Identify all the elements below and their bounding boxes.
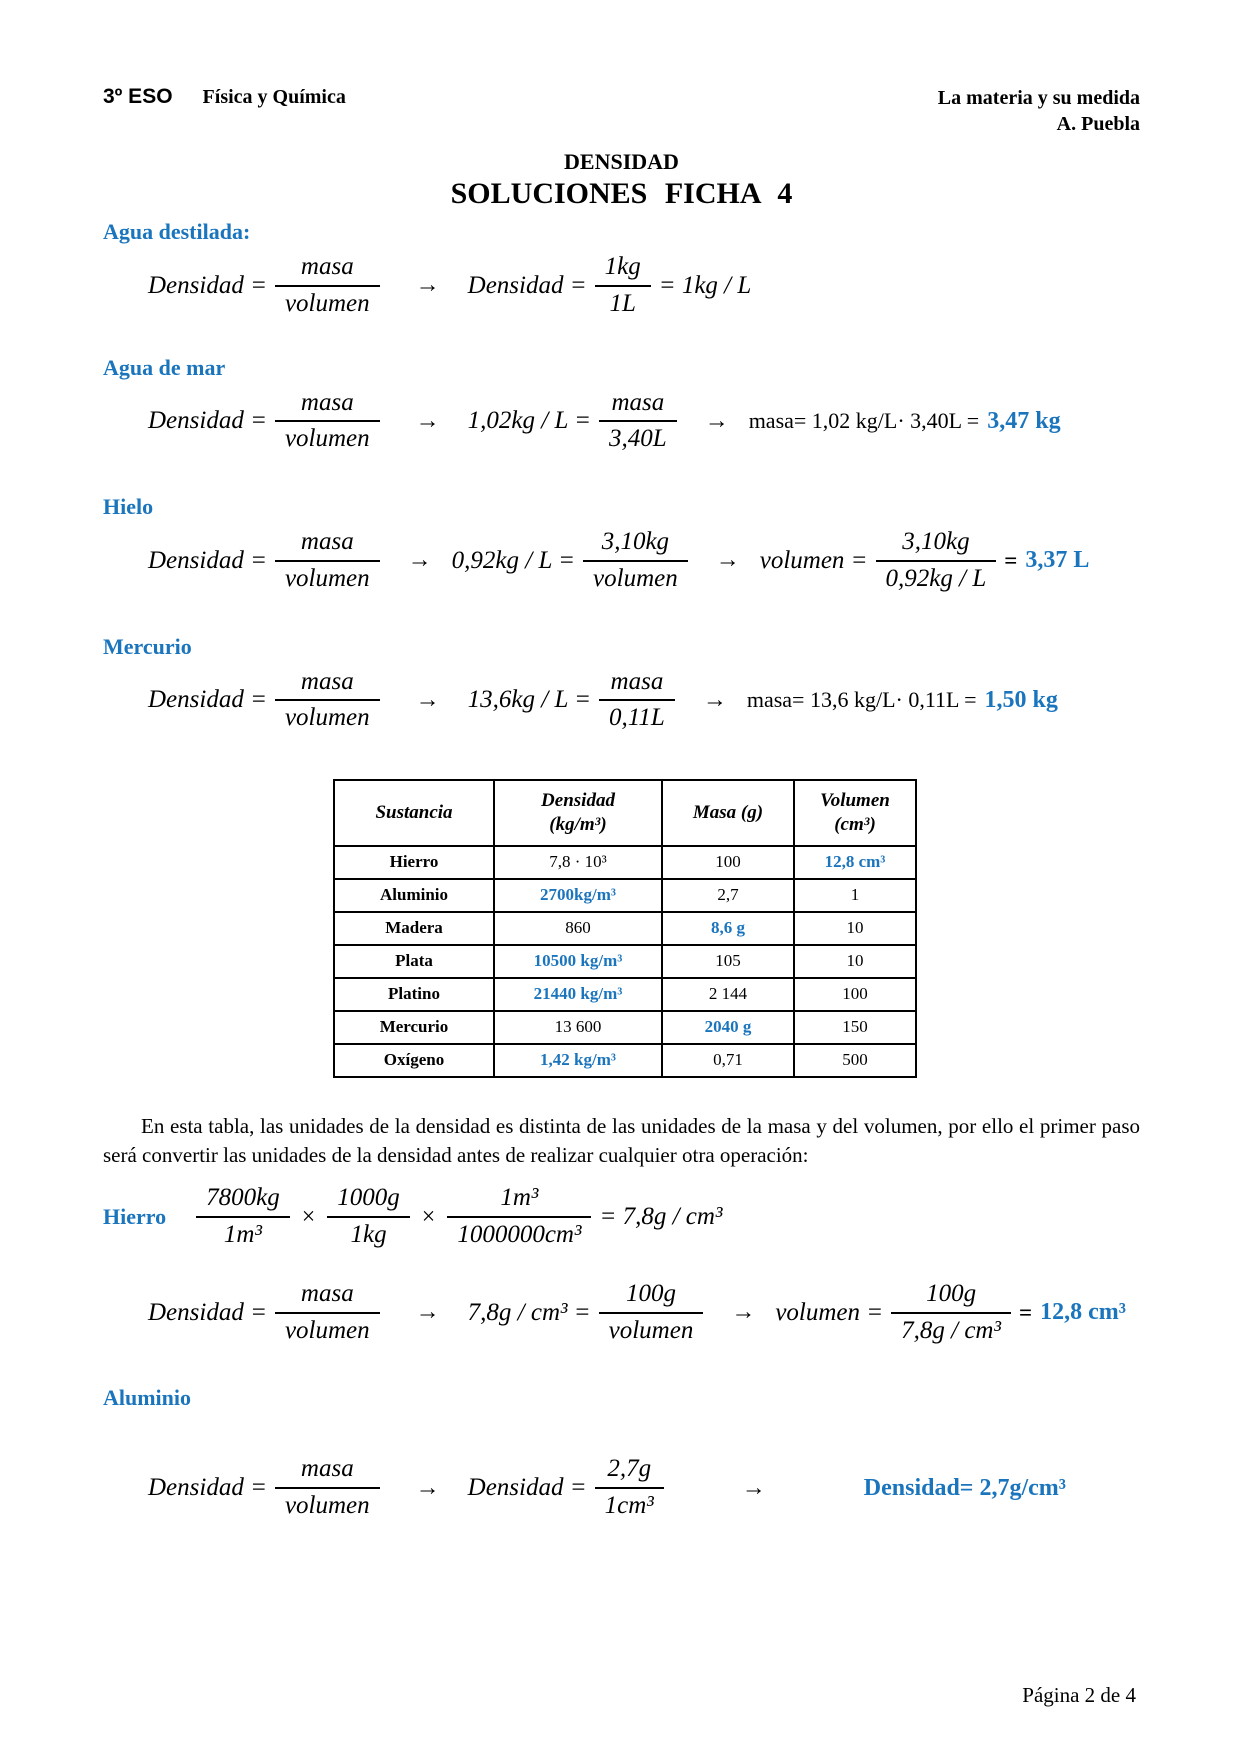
col-header-volumen-label: Volumen: [820, 790, 890, 811]
fraction-denominator: volumen: [275, 420, 380, 454]
result-value: 3,47 kg: [987, 407, 1061, 434]
equation-lhs: Densidad =: [467, 1474, 587, 1502]
fraction-numerator: masa: [300, 667, 354, 695]
fraction-denominator: volumen: [275, 699, 380, 733]
conversion-result: = 7,8g / cm³: [599, 1203, 723, 1231]
cell-volumen: 1: [794, 879, 916, 912]
cell-densidad: 2700kg/m³: [494, 879, 662, 912]
fraction-denominator: volumen: [275, 1487, 380, 1521]
col-header-densidad-label: Densidad: [541, 790, 615, 811]
formula-hielo: [148, 528, 1140, 594]
fraction-numerator: 1kg: [604, 253, 641, 280]
explanation-paragraph: En esta tabla, las unidades de la densidad es distinta de las unidades de la masa y del volumen, por ello el primer paso será convertir las unidades de la densidad antes de realizar cualquier otra operación:: [103, 1113, 1140, 1167]
fraction-denominator: 0,11L: [599, 699, 675, 733]
arrow-icon: →: [741, 1474, 766, 1501]
conversion-fraction-1: [196, 1184, 290, 1250]
density-table: [333, 779, 917, 1078]
hierro-label: Hierro: [103, 1204, 167, 1230]
fraction-denominator: 1kg: [327, 1216, 410, 1250]
section-heading-aluminio: Aluminio: [103, 1385, 192, 1411]
cell-masa: 105: [662, 945, 794, 978]
equation-fraction: [595, 1455, 664, 1521]
density-def-lhs: Densidad =: [148, 1474, 267, 1502]
density-def-fraction: [275, 253, 380, 319]
fraction-numerator: masa: [611, 388, 665, 416]
arrow-icon: →: [415, 686, 440, 713]
table-row: [334, 846, 916, 879]
fraction-numerator: masa: [300, 253, 354, 280]
formula-aluminio: [148, 1455, 1140, 1521]
cell-densidad: 860: [494, 912, 662, 945]
arrow-icon: →: [704, 407, 729, 434]
section-heading-agua-mar: Agua de mar: [103, 354, 226, 380]
cell-volumen: 10: [794, 912, 916, 945]
density-def-lhs: Densidad =: [148, 271, 267, 299]
result-prefix: masa= 13,6 kg/L· 0,11L =: [746, 687, 977, 713]
cell-masa: 2040 g: [662, 1011, 794, 1044]
author-label: A. Puebla: [1056, 113, 1140, 135]
page-subtitle: SOLUCIONES FICHA 4: [450, 177, 793, 210]
cell-masa: 0,71: [662, 1044, 794, 1077]
cell-masa: 2,7: [662, 879, 794, 912]
density-def-lhs: Densidad =: [148, 407, 267, 435]
page-number: Página 2 de 4: [1022, 1683, 1136, 1707]
cell-densidad: 13 600: [494, 1011, 662, 1044]
col-header-densidad: [494, 780, 662, 846]
cell-masa: 2 144: [662, 978, 794, 1011]
arrow-icon: →: [415, 1299, 440, 1326]
cell-sustancia: Plata: [334, 945, 494, 978]
fraction-numerator: 3,10kg: [902, 528, 970, 555]
fraction-denominator: 3,40L: [599, 420, 677, 454]
table-row: [334, 1011, 916, 1044]
course-label: 3º ESO: [103, 85, 173, 108]
density-def-fraction: [275, 389, 380, 455]
page-title: DENSIDAD: [564, 149, 679, 174]
solution-lhs: volumen =: [775, 1298, 884, 1326]
density-def-fraction: [275, 528, 380, 594]
equation-fraction: [599, 1280, 704, 1346]
header-left: [103, 85, 346, 109]
formula-agua-destilada: [148, 253, 1140, 319]
fraction-denominator: volumen: [275, 560, 380, 594]
cell-sustancia: Madera: [334, 912, 494, 945]
arrow-icon: →: [415, 272, 440, 299]
cell-volumen: 150: [794, 1011, 916, 1044]
fraction-denominator: 0,92kg / L: [876, 560, 997, 594]
table-row: [334, 879, 916, 912]
result-prefix: masa= 1,02 kg/L· 3,40L =: [748, 408, 980, 434]
cell-volumen: 12,8 cm³: [794, 846, 916, 879]
unit-label: La materia y su medida: [937, 87, 1140, 109]
solution-lhs: volumen =: [759, 546, 868, 574]
formula-agua-mar: [148, 389, 1140, 455]
fraction-denominator: 1cm³: [595, 1487, 664, 1521]
fraction-denominator: 1L: [595, 285, 651, 319]
col-header-volumen-unit: (cm³): [834, 813, 876, 835]
col-header-masa: Masa (g): [662, 780, 794, 846]
density-def-fraction: [275, 1455, 380, 1521]
conversion-fraction-2: [327, 1184, 410, 1250]
cell-densidad: 21440 kg/m³: [494, 978, 662, 1011]
cell-densidad: 1,42 kg/m³: [494, 1044, 662, 1077]
cell-sustancia: Aluminio: [334, 879, 494, 912]
fraction-numerator: 7800kg: [206, 1184, 280, 1212]
density-def-lhs: Densidad =: [148, 686, 267, 714]
fraction-numerator: masa: [300, 528, 354, 555]
equation-lhs: Densidad =: [467, 271, 587, 299]
result-value: Densidad= 2,7g/cm³: [863, 1474, 1066, 1501]
equals-sign: =: [1004, 547, 1018, 573]
formula-hierro-volumen: [148, 1280, 1140, 1346]
multiply-sign: ×: [301, 1203, 316, 1230]
arrow-icon: →: [731, 1299, 756, 1326]
equation-fraction: [599, 668, 675, 734]
result-value: 3,37 L: [1025, 547, 1090, 574]
cell-volumen: 100: [794, 978, 916, 1011]
density-def-lhs: Densidad =: [148, 546, 267, 574]
fraction-denominator: volumen: [275, 1312, 380, 1346]
fraction-numerator: masa: [610, 667, 664, 695]
section-heading-hielo: Hielo: [103, 494, 154, 519]
equation-tail: = 1kg / L: [658, 271, 752, 299]
equals-sign: =: [1018, 1299, 1033, 1325]
table-row: [334, 978, 916, 1011]
arrow-icon: →: [407, 547, 432, 574]
result-value: 12,8 cm³: [1040, 1299, 1126, 1326]
subject-label: Física y Química: [202, 86, 346, 108]
cell-densidad: 10500 kg/m³: [494, 945, 662, 978]
header-right: [938, 85, 1140, 137]
density-def-fraction: [275, 1280, 380, 1346]
equation-fraction: [595, 253, 651, 319]
equation-lhs: 7,8g / cm³ =: [467, 1298, 591, 1326]
table-row: [334, 912, 916, 945]
col-header-densidad-unit: (kg/m³): [549, 813, 607, 835]
fraction-numerator: masa: [300, 388, 354, 416]
cell-masa: 100: [662, 846, 794, 879]
table-header-row: [334, 780, 916, 846]
fraction-numerator: 1000g: [337, 1184, 400, 1212]
fraction-numerator: 100g: [625, 1279, 676, 1307]
fraction-denominator: 7,8g / cm³: [891, 1312, 1011, 1346]
equation-lhs: 1,02kg / L =: [467, 407, 592, 435]
formula-mercurio: [148, 668, 1140, 734]
fraction-numerator: masa: [300, 1455, 354, 1483]
density-table-container: [333, 779, 1140, 1078]
solution-fraction: [891, 1280, 1011, 1346]
fraction-numerator: masa: [300, 1279, 354, 1307]
section-heading-agua-destilada: Agua destilada:: [103, 219, 251, 244]
fraction-denominator: volumen: [275, 285, 380, 319]
cell-densidad: 7,8 · 10³: [494, 846, 662, 879]
equation-fraction: [583, 528, 688, 594]
fraction-denominator: volumen: [599, 1312, 704, 1346]
cell-masa: 8,6 g: [662, 912, 794, 945]
table-row: [334, 945, 916, 978]
fraction-denominator: 1000000cm³: [447, 1216, 591, 1250]
fraction-numerator: 3,10kg: [601, 528, 670, 555]
cell-sustancia: Mercurio: [334, 1011, 494, 1044]
arrow-icon: →: [415, 407, 440, 434]
arrow-icon: →: [715, 547, 740, 574]
fraction-denominator: volumen: [583, 560, 688, 594]
col-header-volumen: [794, 780, 916, 846]
arrow-icon: →: [702, 686, 727, 713]
density-def-lhs: Densidad =: [148, 1298, 267, 1326]
section-heading-mercurio: Mercurio: [103, 633, 192, 659]
result-value: 1,50 kg: [984, 686, 1058, 713]
fraction-numerator: 1m³: [500, 1184, 539, 1212]
arrow-icon: →: [415, 1474, 440, 1501]
equation-lhs: 13,6kg / L =: [467, 686, 592, 714]
cell-sustancia: Platino: [334, 978, 494, 1011]
fraction-numerator: 100g: [926, 1279, 977, 1307]
hierro-conversion-formula: [103, 1184, 1140, 1250]
density-def-fraction: [275, 668, 380, 734]
cell-volumen: 10: [794, 945, 916, 978]
col-header-sustancia: Sustancia: [334, 780, 494, 846]
page-header: [103, 85, 1140, 137]
equation-fraction: [599, 389, 677, 455]
table-row: [334, 1044, 916, 1077]
conversion-fraction-3: [447, 1184, 591, 1250]
solution-fraction: [876, 528, 997, 594]
cell-sustancia: Oxígeno: [334, 1044, 494, 1077]
cell-sustancia: Hierro: [334, 846, 494, 879]
cell-volumen: 500: [794, 1044, 916, 1077]
fraction-denominator: 1m³: [196, 1216, 290, 1250]
fraction-numerator: 2,7g: [607, 1455, 652, 1483]
multiply-sign: ×: [421, 1203, 436, 1230]
equation-lhs: 0,92kg / L =: [451, 546, 576, 574]
